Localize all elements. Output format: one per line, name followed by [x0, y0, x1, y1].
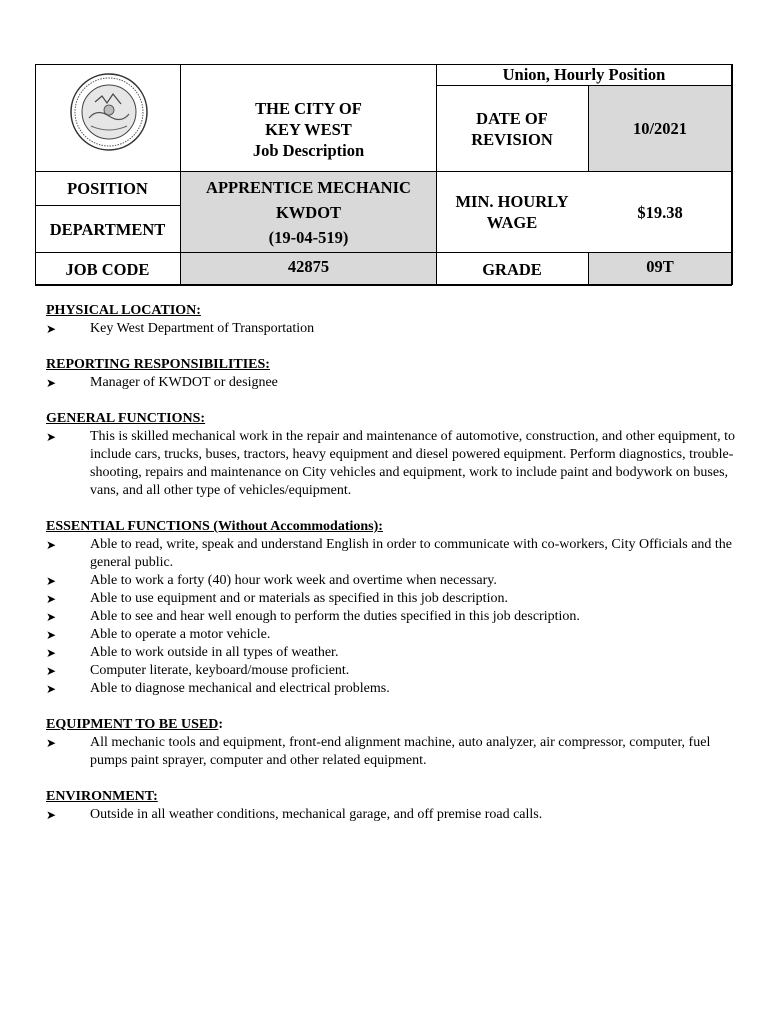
list-item-text: Able to read, write, speak and understand English in order to communicate with co-workers, City Officials and the general public. — [90, 537, 733, 570]
list-item — [46, 536, 736, 572]
list-item — [46, 572, 736, 590]
union-label: Union, Hourly Position — [502, 65, 666, 84]
reporting-section — [46, 356, 736, 392]
section-title: EQUIPMENT TO BE USED — [46, 717, 219, 732]
list-item — [46, 644, 736, 662]
revision-label-line-2: REVISION — [471, 130, 553, 149]
arrow-bullet-icon: ➤ — [46, 376, 57, 390]
list-item-text: Able to work a forty (40) hour work week and overtime when necessary. — [90, 573, 497, 588]
position-label-cell — [35, 172, 180, 205]
section-title: ENVIRONMENT: — [46, 789, 158, 804]
city-title-line-1: THE CITY OF — [255, 98, 362, 118]
position-label: POSITION — [67, 179, 148, 198]
job-description-title: Job Description — [252, 140, 365, 160]
list-item-text: Able to use equipment and or materials as specified in this job description. — [90, 591, 508, 606]
job-code-value: 42875 — [287, 256, 330, 276]
section-title: REPORTING RESPONSIBILITIES: — [46, 357, 270, 372]
city-seal-icon — [69, 72, 149, 152]
job-code-label-cell — [35, 253, 180, 285]
min-wage-label-cell — [436, 172, 588, 252]
union-cell — [436, 64, 732, 85]
arrow-bullet-icon: ➤ — [46, 322, 57, 336]
grade-label: GRADE — [482, 259, 542, 279]
list-item — [46, 374, 736, 392]
section-title: PHYSICAL LOCATION: — [46, 303, 201, 318]
equipment-section — [46, 716, 736, 770]
list-item — [46, 626, 736, 644]
department-code: (19-04-519) — [268, 227, 349, 247]
list-item-text: Able to operate a motor vehicle. — [90, 627, 271, 642]
list-item — [46, 608, 736, 626]
grade-value: 09T — [646, 256, 674, 276]
city-title-line-2: KEY WEST — [265, 119, 352, 139]
arrow-bullet-icon: ➤ — [46, 592, 57, 606]
essential-functions-section — [46, 518, 736, 698]
physical-location-section — [46, 302, 736, 338]
arrow-bullet-icon: ➤ — [46, 430, 57, 444]
arrow-bullet-icon: ➤ — [46, 682, 57, 696]
min-wage-value: $19.38 — [637, 202, 683, 222]
list-item — [46, 320, 736, 338]
list-item — [46, 590, 736, 608]
general-functions-section — [46, 410, 736, 500]
list-item-text: Manager of KWDOT or designee — [90, 375, 278, 390]
min-wage-value-cell — [588, 172, 732, 252]
list-item-text: Able to see and hear well enough to perform the duties specified in this job description. — [90, 609, 580, 624]
list-item-text: This is skilled mechanical work in the repair and maintenance of automotive, construction, and other equipment, to include cars, trucks, buses, tractors, heavy equipment and diesel powered equipment. Perform diagnostics, trouble-shooting, repairs and maintenance on City vehicles and equipment, work to include paint and bodywork on buses, vans, and all other type of vehicles/equipment. — [90, 429, 735, 498]
section-title: ESSENTIAL FUNCTIONS (Without Accommodations): — [46, 519, 383, 534]
revision-label-line-1: DATE OF — [476, 109, 548, 128]
revision-label-cell — [436, 86, 588, 172]
list-item-text: Computer literate, keyboard/mouse proficient. — [90, 663, 350, 678]
revision-date-cell — [588, 85, 732, 171]
job-description-body — [46, 302, 736, 842]
arrow-bullet-icon: ➤ — [46, 646, 57, 660]
arrow-bullet-icon: ➤ — [46, 538, 57, 552]
department-label-cell — [35, 206, 180, 252]
grade-cell — [588, 253, 732, 285]
arrow-bullet-icon: ➤ — [46, 736, 57, 750]
section-title-suffix: : — [218, 717, 223, 732]
arrow-bullet-icon: ➤ — [46, 610, 57, 624]
arrow-bullet-icon: ➤ — [46, 628, 57, 642]
job-code-cell — [181, 253, 436, 285]
revision-date-value: 10/2021 — [632, 118, 688, 138]
list-item-text: Able to work outside in all types of weather. — [90, 645, 339, 660]
department-value: KWDOT — [275, 202, 342, 222]
arrow-bullet-icon: ➤ — [46, 808, 57, 822]
list-item — [46, 662, 736, 680]
list-item-text: Key West Department of Transportation — [90, 321, 315, 336]
list-item — [46, 806, 736, 824]
section-heading — [46, 716, 736, 734]
environment-section — [46, 788, 736, 824]
min-wage-label-line-2: WAGE — [486, 213, 538, 232]
list-item-text: Able to diagnose mechanical and electrical problems. — [90, 681, 390, 696]
list-item — [46, 680, 736, 698]
job-code-label: JOB CODE — [65, 259, 150, 279]
job-header-table — [35, 64, 732, 285]
section-title: GENERAL FUNCTIONS: — [46, 411, 206, 426]
list-item-text: Outside in all weather conditions, mechanical garage, and off premise road calls. — [90, 807, 543, 822]
list-item-text: All mechanic tools and equipment, front-end alignment machine, auto analyzer, air compressor, computer, fuel pumps paint sprayer, computer and other related equipment. — [90, 735, 711, 768]
position-value: APPRENTICE MECHANIC — [206, 177, 411, 197]
arrow-bullet-icon: ➤ — [46, 664, 57, 678]
position-department-cell — [181, 172, 436, 252]
list-item — [46, 428, 736, 500]
grade-label-cell — [436, 253, 588, 285]
arrow-bullet-icon: ➤ — [46, 574, 57, 588]
min-wage-label-line-1: MIN. HOURLY — [455, 192, 569, 211]
city-title-cell — [181, 86, 436, 172]
list-item — [46, 734, 736, 770]
department-label: DEPARTMENT — [49, 219, 166, 239]
